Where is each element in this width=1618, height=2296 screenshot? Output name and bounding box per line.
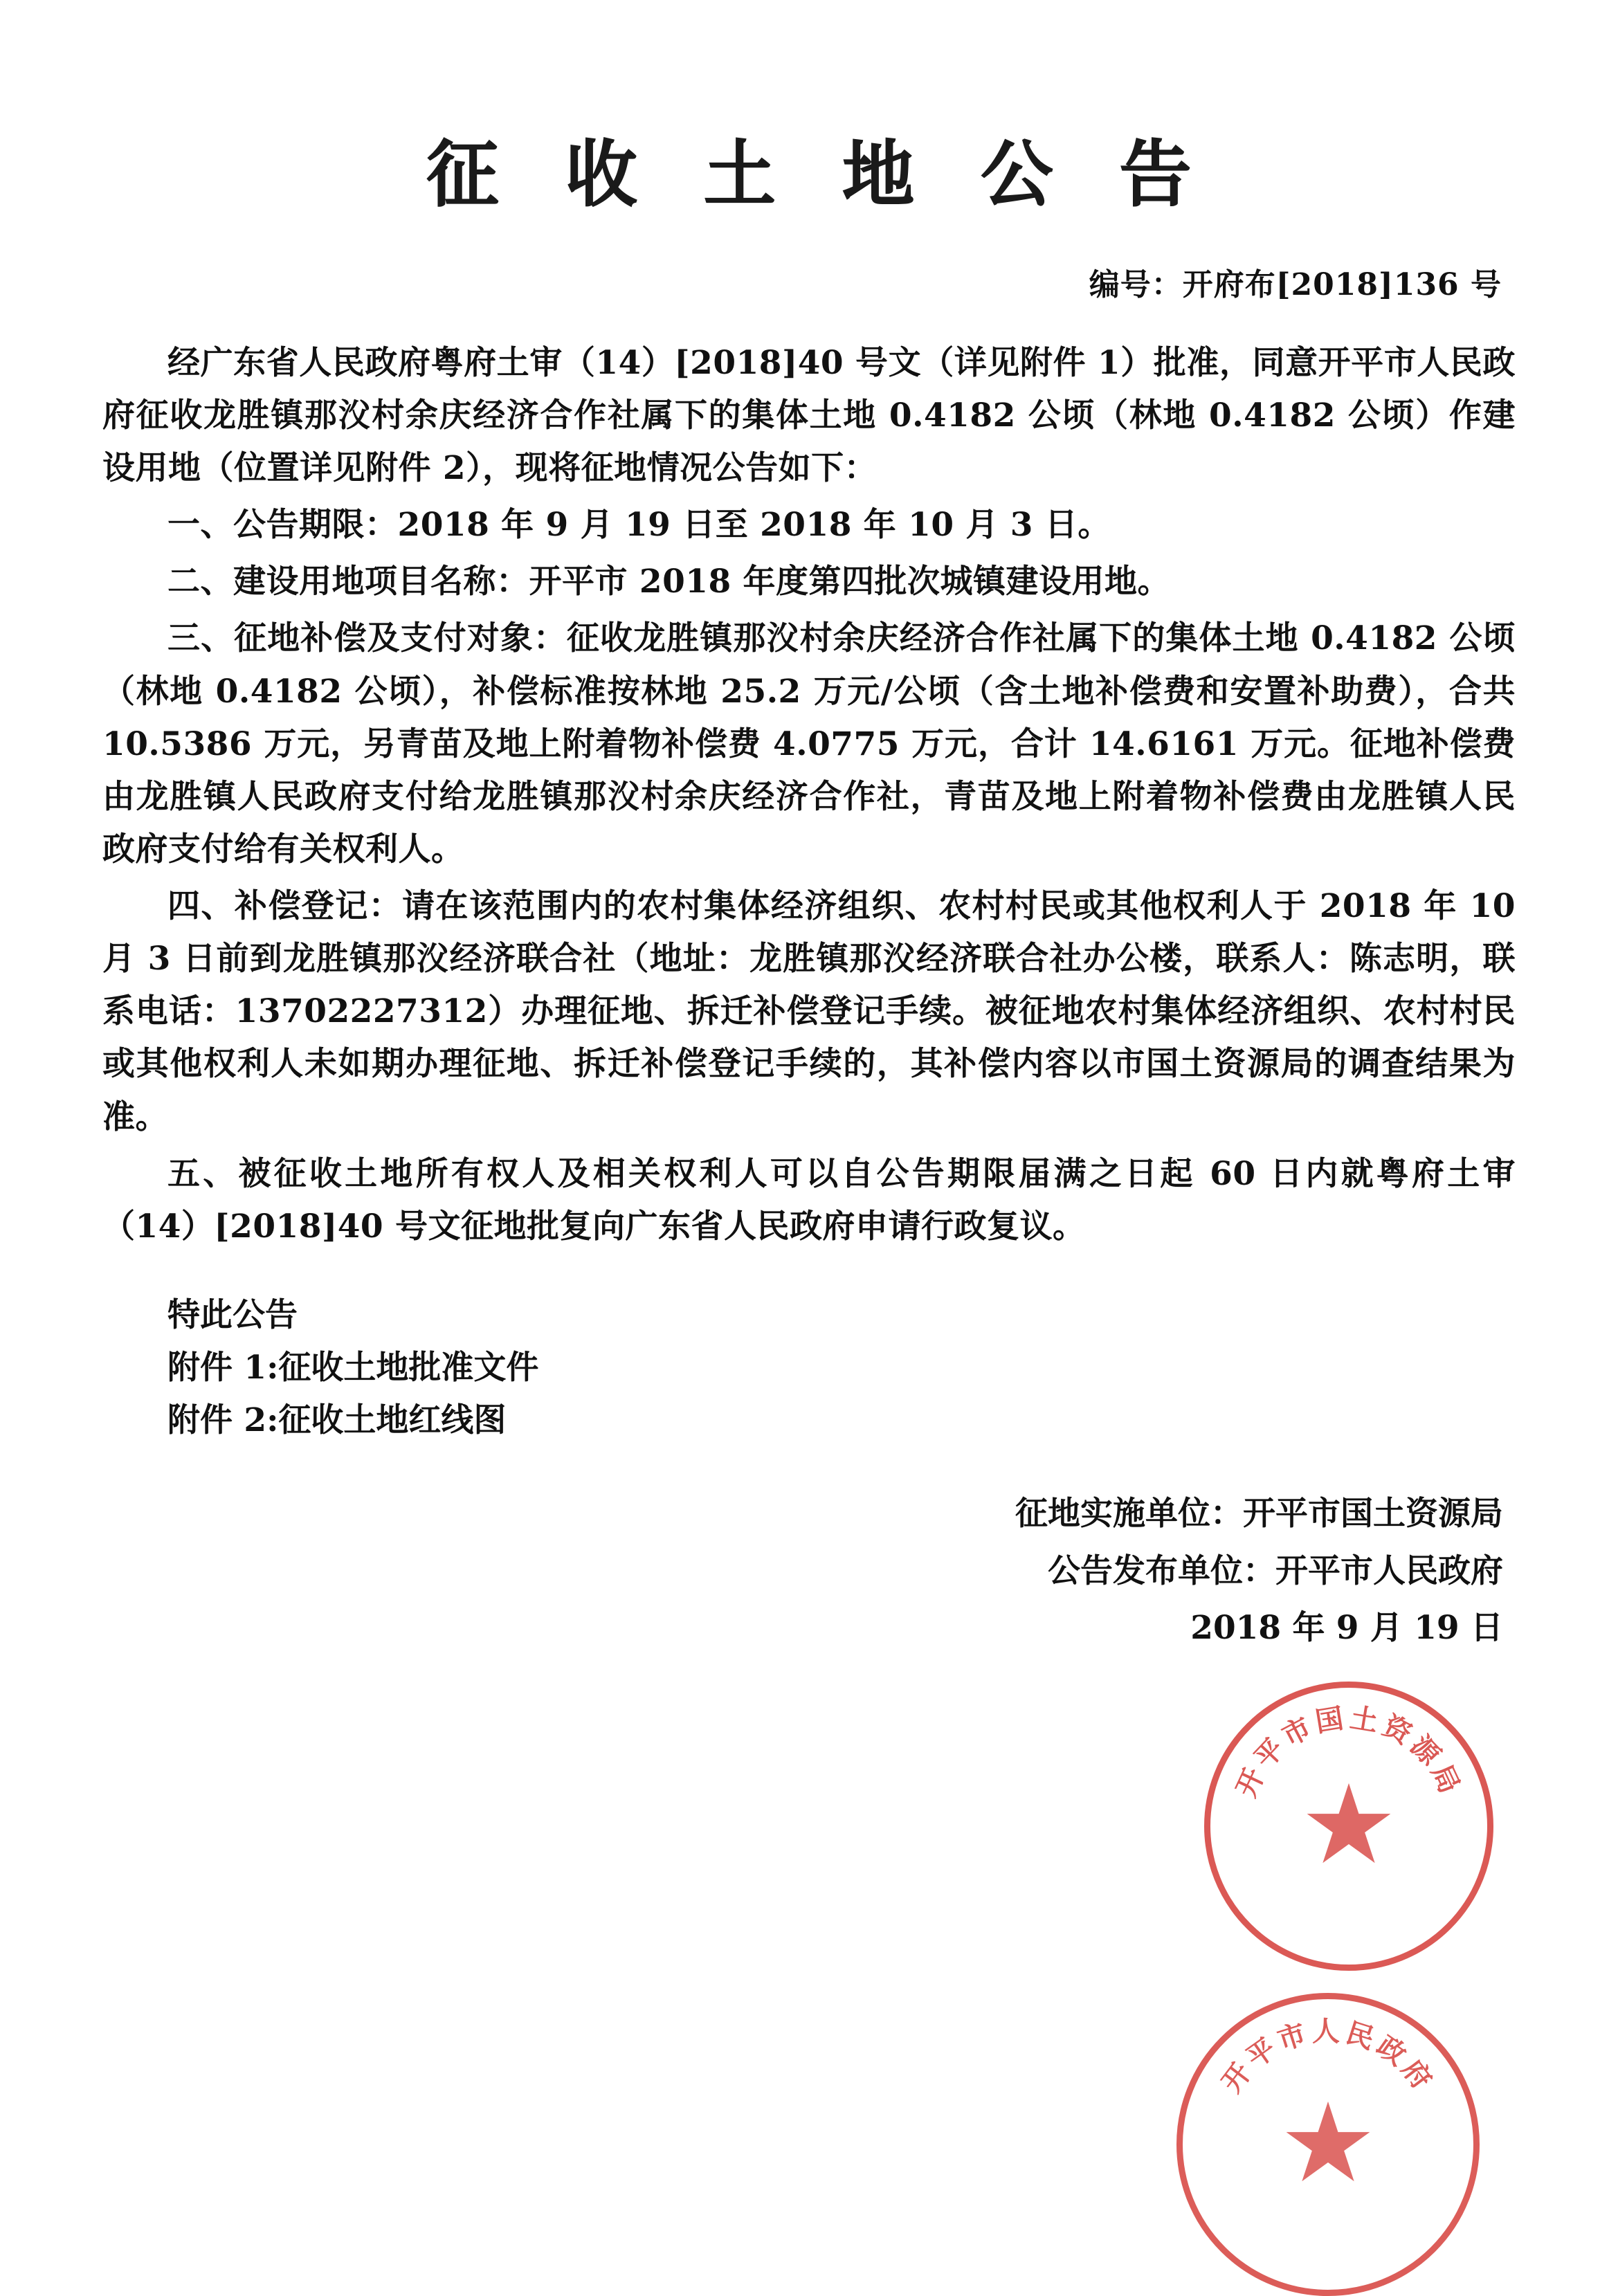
paragraph-item-1: 一、公告期限：2018 年 9 月 19 日至 2018 年 10 月 3 日。 [167,506,1111,545]
issuing-unit: 公告发布单位：开平市人民政府 [1048,1551,1503,1590]
svg-text:开平市国土资源局: 开平市国土资源局 [1230,1701,1468,1803]
paragraph-intro: 经广东省人民政府粤府土审（14）[2018]40 号文（详见附件 1）批准，同意开平市人民政府征收龙胜镇那㳇村余庆经济合作社属下的集体土地 0.4182 公顷（林地 0.4182 公顷）作建设用地（位置详见附件 2），现将征地情况公告如下： [102,343,1516,488]
seal-arc-text-2 [1183,1999,1473,2290]
paragraph-item-3: 三、征地补偿及支付对象：征收龙胜镇那㳇村余庆经济合作社属下的集体土地 0.4182 公顷（林地 0.4182 公顷），补偿标准按林地 25.2 万元/公顷（含土地补偿费和安置补助费），合共 10.5386 万元，另青苗及地上附着物补偿费 4.0775 万元，合计 14.6161 万元。征地补偿费由龙胜镇人民政府支付给龙胜镇那㳇村余庆经济合作社，青苗及地上附着物补偿费由龙胜镇人民政府支付给有关权利人。 [102,619,1516,868]
attachment-1: 附件 1:征收土地批准文件 [167,1349,539,1387]
paragraph-item-4: 四、补偿登记：请在该范围内的农村集体经济组织、农村村民或其他权利人于 2018 年 10 月 3 日前到龙胜镇那㳇经济联合社（地址：龙胜镇那㳇经济联合社办公楼，联系人：陈志明，联系电话：13702227312）办理征地、拆迁补偿登记手续。被征地农村集体经济组织、农村村民或其他权利人未如期办理征地、拆迁补偿登记手续的，其补偿内容以市国土资源局的调查结果为准。 [102,887,1516,1136]
svg-text:开平市人民政府: 开平市人民政府 [1215,2015,1441,2099]
document-number: 编号：开府布[2018]136 号 [1089,266,1502,302]
attachment-2: 附件 2:征收土地红线图 [167,1401,507,1440]
implementing-unit: 征地实施单位：开平市国土资源局 [1015,1495,1503,1533]
signature-block [102,1486,1516,1657]
seal-land-resources-bureau [1204,1682,1493,1971]
seal-star-icon: ★ [1303,1774,1394,1879]
seal-arc-text-1 [1210,1688,1487,1965]
document-body [102,337,1516,1253]
notice-line: 特此公告 [167,1295,298,1334]
paragraph-item-2: 二、建设用地项目名称：开平市 2018 年度第四批次城镇建设用地。 [167,563,1171,601]
publish-date: 2018 年 9 月 19 日 [1190,1608,1503,1647]
closing-block [102,1289,1516,1447]
seal-star-icon: ★ [1282,2092,1374,2197]
paragraph-item-5: 五、被征收土地所有权人及相关权利人可以自公告期限届满之日起 60 日内就粤府土审（14）[2018]40 号文征地批复向广东省人民政府申请行政复议。 [102,1154,1516,1246]
seal-peoples-government [1176,1993,1480,2296]
page-title: 征 收 土 地 公 告 [426,131,1212,217]
